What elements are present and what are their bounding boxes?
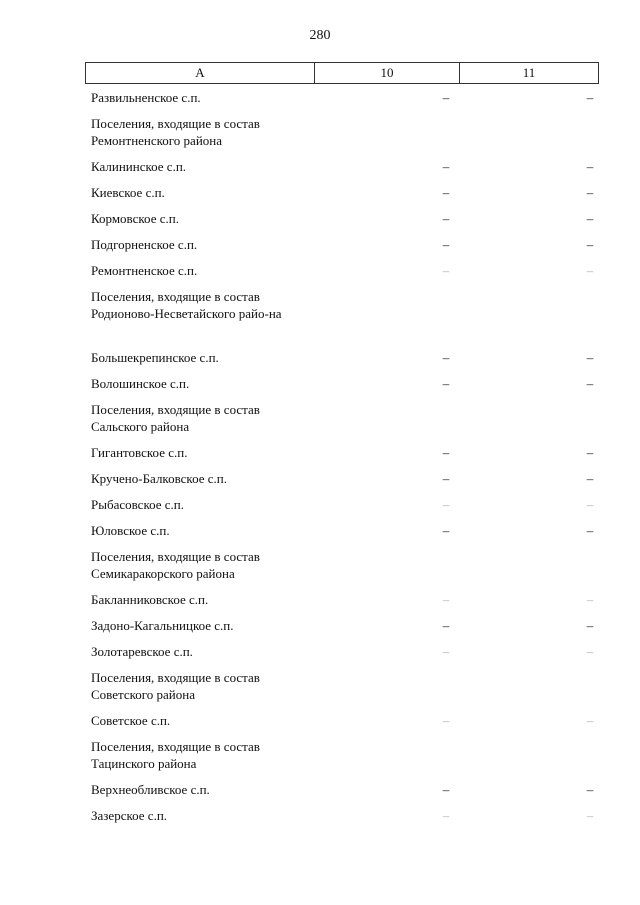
table-row [0, 545, 640, 588]
cell-col-11: – [586, 159, 594, 174]
row-name: Киевское с.п. [91, 185, 165, 200]
row-name: Поселения, входящие в состав Родионово-Несветайского райо-на [91, 289, 282, 321]
row-name: Юловское с.п. [91, 523, 170, 538]
cell-col-11: – [586, 185, 594, 200]
table-row [0, 398, 640, 441]
cell-col-10: – [442, 185, 450, 200]
table-row [0, 778, 640, 804]
table-row [0, 155, 640, 181]
cell-col-11: – [586, 445, 594, 460]
cell-col-10: – [442, 713, 450, 728]
table-row [0, 285, 640, 346]
table-row [0, 666, 640, 709]
row-name: Советское с.п. [91, 713, 171, 728]
table-row [0, 519, 640, 545]
cell-col-10: – [442, 376, 450, 391]
cell-col-11: – [586, 471, 594, 486]
table-row [0, 441, 640, 467]
row-name: Большекрепинское с.п. [91, 350, 219, 365]
cell-col-10: – [442, 618, 450, 633]
column-header-a: А [86, 63, 315, 83]
row-name: Верхнеобливское с.п. [91, 782, 210, 797]
column-header-11: 11 [522, 65, 536, 80]
cell-col-10: – [442, 497, 450, 512]
page-number: 280 [309, 28, 331, 43]
row-name: Поселения, входящие в состав Тацинского района [91, 739, 260, 771]
table-header [85, 62, 599, 84]
table-row [0, 614, 640, 640]
cell-col-11: – [586, 713, 594, 728]
cell-col-10: – [442, 592, 450, 607]
cell-col-10: – [442, 90, 450, 105]
row-name: Подгорненское с.п. [91, 237, 198, 252]
table-row [0, 181, 640, 207]
cell-col-10: – [442, 350, 450, 365]
cell-col-11: – [586, 211, 594, 226]
cell-col-11: – [586, 497, 594, 512]
column-header-10: 10 [315, 63, 460, 83]
cell-col-11: – [586, 523, 594, 538]
table-row [0, 346, 640, 372]
cell-col-11: – [586, 376, 594, 391]
cell-col-11: – [586, 350, 594, 365]
table-row [0, 493, 640, 519]
row-name: Бакланниковское с.п. [91, 592, 209, 607]
cell-col-11: – [586, 808, 594, 823]
cell-col-10: – [442, 644, 450, 659]
row-name: Калининское с.п. [91, 159, 187, 174]
table-row [0, 640, 640, 666]
table-row [0, 467, 640, 493]
cell-col-11: – [586, 237, 594, 252]
table-row [0, 735, 640, 778]
row-name: Поселения, входящие в состав Ремонтненского района [91, 116, 260, 148]
cell-col-11: – [586, 618, 594, 633]
row-name: Поселения, входящие в состав Сальского района [91, 402, 260, 434]
row-name: Задоно-Кагальницкое с.п. [91, 618, 234, 633]
cell-col-10: – [442, 471, 450, 486]
table-row [0, 86, 640, 112]
table-row [0, 112, 640, 155]
cell-col-10: – [442, 159, 450, 174]
table-row [0, 804, 640, 830]
cell-col-10: – [442, 445, 450, 460]
row-name: Поселения, входящие в состав Советского района [91, 670, 260, 702]
row-name: Кручено-Балковское с.п. [91, 471, 227, 486]
cell-col-10: – [442, 523, 450, 538]
row-name: Волошинское с.п. [91, 376, 190, 391]
row-name: Зазерское с.п. [91, 808, 168, 823]
row-name: Рыбасовское с.п. [91, 497, 185, 512]
table-row [0, 588, 640, 614]
cell-col-11: – [586, 592, 594, 607]
cell-col-10: – [442, 808, 450, 823]
table-body [0, 86, 640, 830]
row-name: Золотаревское с.п. [91, 644, 193, 659]
row-name: Ремонтненское с.п. [91, 263, 198, 278]
cell-col-10: – [442, 782, 450, 797]
cell-col-11: – [586, 263, 594, 278]
table-row [0, 207, 640, 233]
cell-col-11: – [586, 90, 594, 105]
cell-col-10: – [442, 263, 450, 278]
cell-col-11: – [586, 644, 594, 659]
table-row [0, 259, 640, 285]
row-name: Гигантовское с.п. [91, 445, 188, 460]
table-row [0, 233, 640, 259]
row-name: Кормовское с.п. [91, 211, 179, 226]
row-name: Поселения, входящие в состав Семикаракорского района [91, 549, 260, 581]
table-row [0, 709, 640, 735]
cell-col-10: – [442, 237, 450, 252]
table-row [0, 372, 640, 398]
cell-col-10: – [442, 211, 450, 226]
row-name: Развильненское с.п. [91, 90, 201, 105]
cell-col-11: – [586, 782, 594, 797]
